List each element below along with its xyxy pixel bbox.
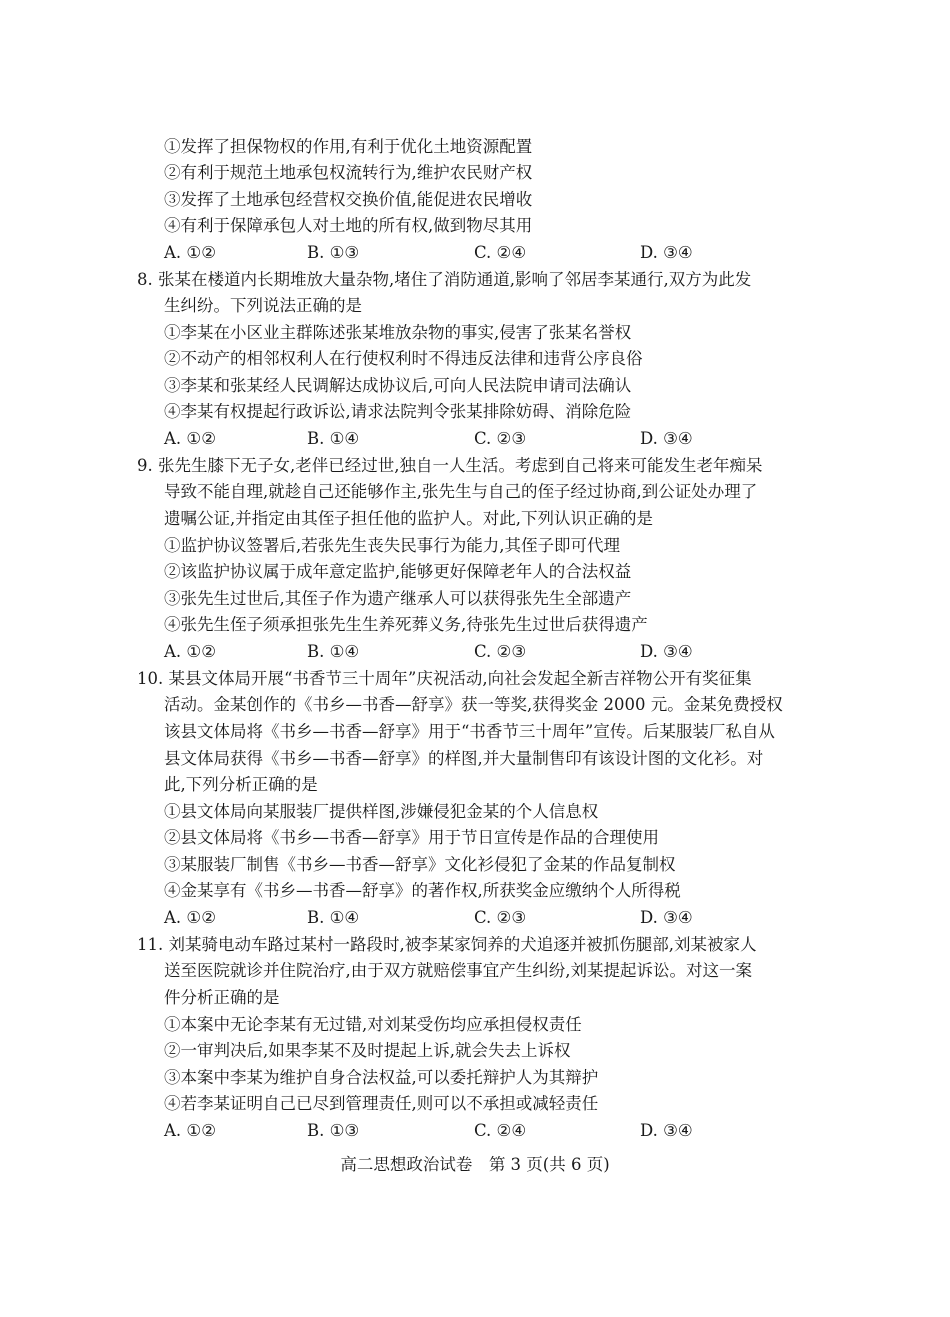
question-10-stem-cont: 该县文体局将《书乡—书香—舒享》用于“书香节三十周年”宣传。后某服装厂私自从 — [164, 722, 775, 741]
statement-3: ③某服装厂制售《书乡—书香—舒享》文化衫侵犯了金某的作品复制权 — [164, 855, 676, 874]
option-c: C. ②③ — [474, 429, 527, 448]
question-11-stem-cont: 送至医院就诊并住院治疗,由于双方就赔偿事宜产生纠纷,刘某提起诉讼。对这一案 — [164, 961, 752, 980]
statement-1: ①本案中无论李某有无过错,对刘某受伤均应承担侵权责任 — [164, 1015, 582, 1034]
option-d: D. ③④ — [640, 243, 693, 262]
option-d: D. ③④ — [640, 642, 693, 661]
statement-3: ③发挥了土地承包经营权交换价值,能促进农民增收 — [164, 190, 533, 209]
option-d: D. ③④ — [640, 429, 693, 448]
statement-1: ①县文体局向某服装厂提供样图,涉嫌侵犯金某的个人信息权 — [164, 802, 599, 821]
question-8-stem-cont: 生纠纷。下列说法正确的是 — [164, 296, 362, 315]
question-10-stem: 10. 某县文体局开展“书香节三十周年”庆祝活动,向社会发起全新吉祥物公开有奖征集 — [137, 669, 752, 688]
statement-2: ②有利于规范土地承包权流转行为,维护农民财产权 — [164, 163, 533, 182]
option-b: B. ①④ — [307, 429, 360, 448]
question-11-stem: 11. 刘某骑电动车路过某村一路段时,被李某家饲养的犬追逐并被抓伤腿部,刘某被家人 — [137, 935, 757, 954]
statement-4: ④若李某证明自己已尽到管理责任,则可以不承担或减轻责任 — [164, 1094, 599, 1113]
question-10-stem-cont: 此,下列分析正确的是 — [164, 775, 318, 794]
question-9-stem: 9. 张先生膝下无子女,老伴已经过世,独自一人生活。考虑到自己将来可能发生老年痴呆 — [137, 456, 763, 475]
option-c: C. ②③ — [474, 642, 527, 661]
question-11-stem-cont: 件分析正确的是 — [164, 988, 280, 1007]
statement-4: ④有利于保障承包人对土地的所有权,做到物尽其用 — [164, 216, 533, 235]
option-a: A. ①② — [164, 429, 216, 448]
statement-2: ②该监护协议属于成年意定监护,能够更好保障老年人的合法权益 — [164, 562, 632, 581]
question-8-stem: 8. 张某在楼道内长期堆放大量杂物,堵住了消防通道,影响了邻居李某通行,双方为此发 — [137, 270, 752, 289]
statement-2: ②一审判决后,如果李某不及时提起上诉,就会失去上诉权 — [164, 1041, 571, 1060]
question-10-stem-cont: 活动。金某创作的《书乡—书香—舒享》获一等奖,获得奖金 2000 元。金某免费授权 — [164, 695, 783, 714]
option-d: D. ③④ — [640, 1121, 693, 1140]
statement-3: ③张先生过世后,其侄子作为遗产继承人可以获得张先生全部遗产 — [164, 589, 632, 608]
statement-1: ①监护协议签署后,若张先生丧失民事行为能力,其侄子即可代理 — [164, 536, 620, 555]
option-a: A. ①② — [164, 1121, 216, 1140]
question-10-stem-cont: 县文体局获得《书乡—书香—舒享》的样图,并大量制售印有该设计图的文化衫。对 — [164, 749, 764, 768]
statement-2: ②县文体局将《书乡—书香—舒享》用于节日宣传是作品的合理使用 — [164, 828, 659, 847]
option-b: B. ①④ — [307, 908, 360, 927]
option-c: C. ②④ — [474, 243, 527, 262]
question-9-stem-cont: 遗嘱公证,并指定由其侄子担任他的监护人。对此,下列认识正确的是 — [164, 509, 653, 528]
statement-3: ③李某和张某经人民调解达成协议后,可向人民法院申请司法确认 — [164, 376, 632, 395]
option-d: D. ③④ — [640, 908, 693, 927]
option-c: C. ②③ — [474, 908, 527, 927]
option-a: A. ①② — [164, 243, 216, 262]
statement-4: ④金某享有《书乡—书香—舒享》的著作权,所获奖金应缴纳个人所得税 — [164, 881, 681, 900]
statement-1: ①李某在小区业主群陈述张某堆放杂物的事实,侵害了张某名誉权 — [164, 323, 632, 342]
option-a: A. ①② — [164, 908, 216, 927]
statement-4: ④李某有权提起行政诉讼,请求法院判令张某排除妨碍、消除危险 — [164, 402, 632, 421]
option-b: B. ①③ — [307, 243, 360, 262]
option-a: A. ①② — [164, 642, 216, 661]
option-b: B. ①④ — [307, 642, 360, 661]
statement-1: ①发挥了担保物权的作用,有利于优化土地资源配置 — [164, 137, 533, 156]
statement-2: ②不动产的相邻权利人在行使权利时不得违反法律和违背公序良俗 — [164, 349, 643, 368]
page-footer: 高二思想政治试卷 第 3 页(共 6 页) — [340, 1155, 610, 1174]
option-b: B. ①③ — [307, 1121, 360, 1140]
question-9-stem-cont: 导致不能自理,就趁自己还能够作主,张先生与自己的侄子经过协商,到公证处办理了 — [164, 482, 758, 501]
statement-4: ④张先生侄子须承担张先生生养死葬义务,待张先生过世后获得遗产 — [164, 615, 648, 634]
statement-3: ③本案中李某为维护自身合法权益,可以委托辩护人为其辩护 — [164, 1068, 599, 1087]
option-c: C. ②④ — [474, 1121, 527, 1140]
